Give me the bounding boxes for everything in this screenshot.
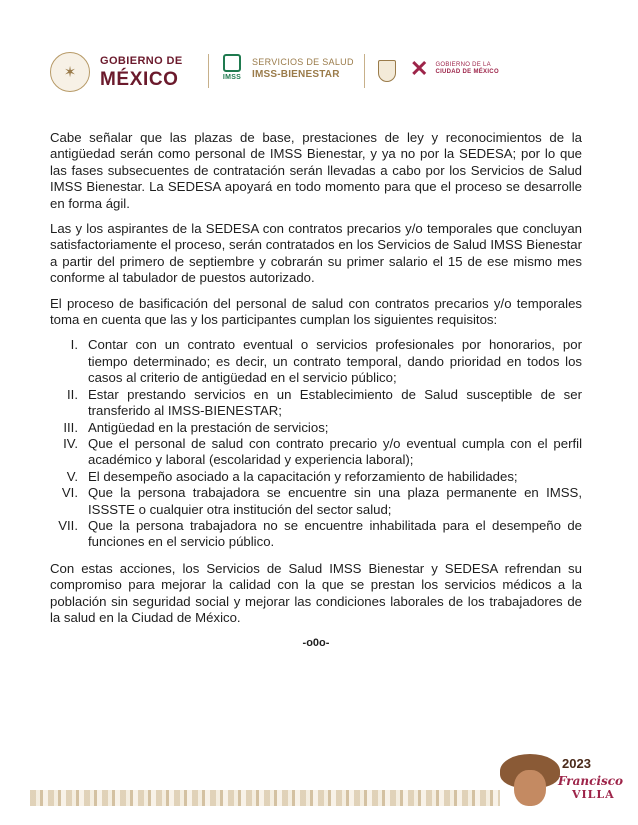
document-body — [50, 130, 582, 652]
list-item-number: I. — [70, 337, 78, 353]
paragraph: Las y los aspirantes de la SEDESA con contratos precarios y/o temporales que concluyan satisfactoriamente el proceso, serán contratados en los Servicios de Salud IMSS Bienestar a partir del primero de septiembre y cobrarán su primer salario el 15 de ese mismo mes conforme al tabulador de puestos autorizado. — [50, 221, 582, 286]
imss-line2: IMSS-BIENESTAR — [252, 69, 340, 81]
imss-word: IMSS — [222, 74, 242, 81]
imss-icon — [220, 54, 244, 84]
imss-bienestar-text — [252, 57, 354, 82]
list-item-text: Estar prestando servicios en un Establecimiento de Salud susceptible de ser transferido al IMSS-BIENESTAR; — [88, 386, 582, 419]
requirements-list — [50, 337, 582, 550]
list-item — [50, 469, 582, 485]
villa-name: Francisco — [558, 774, 624, 788]
list-item-number: VI. — [61, 485, 78, 501]
paragraph: Cabe señalar que las plazas de base, prestaciones de ley y reconocimientos de la antigüedad serán como personal de IMSS Bienestar, y ya no por la SEDESA; por lo que las fases subsecuentes de contratación serán llevadas a cabo por los Servicios de Salud IMSS Bienestar. La SEDESA apoyará en todo momento para que el proceso se desarrolle en forma ágil. — [50, 130, 582, 211]
list-item — [50, 420, 582, 436]
cdmx-logo — [410, 58, 499, 80]
header-divider — [208, 54, 209, 88]
list-item — [50, 387, 582, 420]
header-divider — [364, 54, 365, 88]
cdmx-line1: GOBIERNO DE LA — [435, 61, 491, 68]
gobierno-line2: MÉXICO — [100, 68, 179, 90]
list-item-text: Antigüedad en la prestación de servicios; — [88, 419, 329, 435]
list-item — [50, 485, 582, 518]
list-item-number: IV. — [63, 435, 78, 451]
end-mark: -o0o- — [302, 637, 330, 650]
paragraph: El proceso de basificación del personal de salud con contratos precarios y/o temporales toma en cuenta que las y los participantes cumplan los siguientes requisitos: — [50, 295, 582, 328]
list-item-number: III. — [63, 419, 78, 435]
list-item-text: Que la persona trabajadora se encuentre sin una plaza permanente en IMSS, ISSSTE o cualquier otra institución del sector salud; — [88, 485, 582, 517]
list-item-text: Que el personal de salud con contrato precario y/o eventual cumpla con el perfil académico y laboral (escolaridad y experiencia laboral); — [88, 435, 582, 468]
national-seal-icon: ✶ — [50, 52, 90, 92]
list-item — [50, 518, 582, 551]
list-item — [50, 337, 582, 386]
list-item-text: Contar con un contrato eventual o servicios profesionales por honorarios, por tiempo determinado; es decir, un contrato temporal, dando prioridad en todos los casos al criterio de antigüedad en el servicio público; — [88, 337, 582, 386]
list-item-number: VII. — [58, 517, 78, 533]
gobierno-de-mexico-text — [100, 56, 183, 89]
gobierno-line1: GOBIERNO DE — [100, 54, 183, 67]
imss-line1: SERVICIOS DE SALUD — [252, 56, 354, 67]
portrait-icon — [514, 770, 546, 806]
list-item-number: II. — [67, 386, 78, 402]
imss-mark-icon — [223, 54, 241, 72]
cdmx-text — [435, 62, 498, 76]
list-item — [50, 436, 582, 469]
list-item-text: El desempeño asociado a la capacitación y reforzamiento de habilidades; — [88, 468, 518, 484]
cdmx-x-icon: ✕ — [410, 56, 429, 81]
cdmx-line2: CIUDAD DE MÉXICO — [435, 69, 499, 75]
francisco-villa-2023-logo — [500, 748, 624, 814]
list-item-text: Que la persona trabajadora no se encuentre inhabilitada para el desempeño de funciones en el servicio público. — [88, 517, 582, 550]
villa-surname: VILLA — [572, 788, 615, 801]
gobierno-de-mexico-logo — [50, 52, 183, 92]
decorative-border — [30, 790, 500, 806]
imss-bienestar-logo — [220, 54, 354, 84]
villa-year: 2023 — [562, 756, 591, 771]
closing-paragraph: Con estas acciones, los Servicios de Salud IMSS Bienestar y SEDESA refrendan su compromiso para mejorar la calidad con la que se prestan los servicios médicos a la población sin seguridad social y mejorar las condiciones laborales de los trabajadores de la salud en la Ciudad de México. — [50, 560, 582, 625]
letterhead — [0, 0, 638, 120]
cdmx-shield-icon — [378, 60, 396, 82]
list-item-number: V. — [66, 468, 78, 484]
